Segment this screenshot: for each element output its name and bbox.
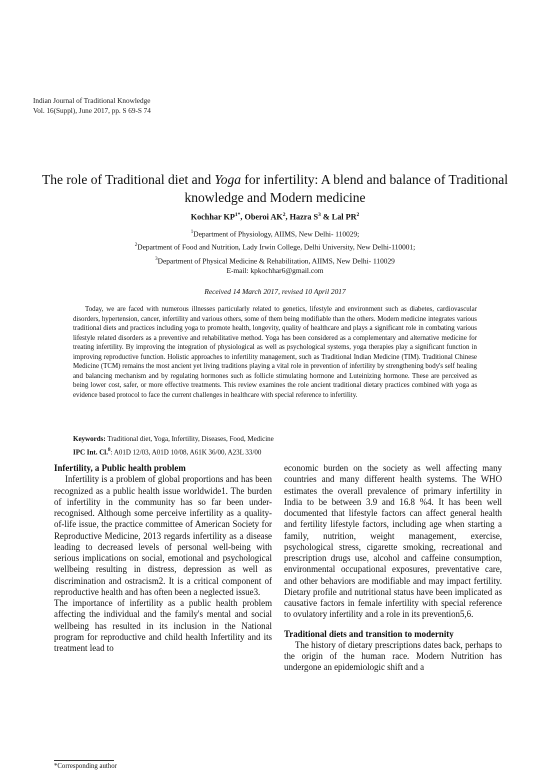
affiliation-line: [40, 254, 510, 267]
keywords-label: Keywords:: [73, 435, 106, 443]
affiliation-number: 2: [134, 243, 138, 249]
footnote: *Corresponding author: [54, 763, 117, 770]
title-part2: for infertility: A blend and balance of Traditional knowledge and Modern medicine: [184, 172, 508, 205]
author-name: Oberoi AK: [244, 212, 283, 222]
left-column: [54, 463, 272, 654]
title-italic: Yoga: [214, 172, 242, 187]
section2-paragraph-1: The history of dietary prescriptions dates back, perhaps to the origin of the human race. Modern Nutrition has undergone an epidemiologic shift and a: [284, 639, 502, 673]
journal-name: Indian Journal of Traditional Knowledge: [33, 97, 151, 105]
author-list: Kochhar $KP^{1*}$, Oberoi $AK^2$, Hazra $S^3$ & Lal $PR^2$: [190, 212, 360, 222]
affiliation-text: Department of Food and Nutrition, Lady Irwin College, Delhi University, New Delhi-110001;: [137, 242, 416, 252]
affiliations: [40, 227, 510, 267]
footnote-rule: [54, 760, 114, 761]
abstract: Today, we are faced with numerous illnesses particularly related to genetics, lifestyle and environment such as diabetes, cardiovascular disorders, hypertension, cancer, infertility and various others, some of them being modifiable than the others. Modern medicine integrates various traditional diets and practices including yoga to promote health, longevity, quality of healthcare and plays a significant role in combating various lifestyle related disorders as a preventive and rehabilitative method. Yoga has been considered as a complementary and alternative medicine for treating infertility. By improving the integration of physiological as well as psychological systems, yoga therapies play a significant function in improving reproductive function. Holistic approaches to infertility management, such as Traditional Indian Medicine (TIM). Traditional Chinese Medicine (TCM) remains the most ancient yet living traditions playing a vital role in prevention of infertility by strengthening body's self healing and balancing mechanism and by regulating hormones such as follicle stimulating hormone and Luteinizing hormone. These are perceived as being lower cost, safer, or more effective treatments. This review examines the role ancient traditional dietary practices combined with yoga as evidence based protocol to face the current challenges in healthcare with special reference to infertility.: [73, 306, 477, 399]
ipc-sup: 8: [108, 448, 111, 453]
author-affiliation-mark: 2: [282, 212, 286, 218]
ipc-label: IPC Int. Cl.: [73, 448, 109, 457]
section1-heading: Infertility, a Public health problem: [54, 463, 186, 473]
author-name: Kochhar KP: [190, 212, 235, 222]
journal-volume: Vol. 16(Suppl), June 2017, pp. S 69-S 74: [33, 106, 151, 115]
affiliation-text: Department of Physical Medicine & Rehabilitation, AIIMS, New Delhi- 110029: [157, 256, 395, 265]
author-affiliation-mark: 1*: [234, 212, 241, 218]
author-affiliation-mark: 2: [356, 212, 360, 218]
received-dates: Received 14 March 2017, revised 10 April 2017: [204, 287, 346, 296]
keywords-line: [73, 434, 477, 444]
affiliation-number: 1: [190, 230, 194, 235]
affiliation-line: [40, 227, 510, 240]
title-part1: The role of Traditional diet and: [42, 172, 215, 187]
ipc-codes: : A01D 12/03, A01D 10/08, A61K 36/00, A23L 33/00: [110, 448, 262, 457]
affiliation-line: [40, 240, 510, 253]
affiliation-text: Department of Physiology, AIIMS, New Delhi- 110029;: [193, 229, 360, 239]
section1-paragraph-2: The importance of infertility as a public health problem affecting the individual and the family's mental and social wellbeing has resulted in its inclusion in the National program for reproductive and child health Infertility and its treatment lead to: [54, 598, 272, 653]
author-name: Hazra S: [289, 212, 319, 222]
author-name: Lal PR: [331, 212, 357, 222]
article-title: [40, 171, 510, 206]
author-affiliation-mark: 3: [318, 212, 321, 218]
ipc-line: [73, 446, 477, 457]
keywords-text: Traditional diet, Yoga, Infertility, Diseases, Food, Medicine: [107, 435, 274, 443]
affiliation-number: 3: [155, 256, 158, 262]
right-paragraph-1: economic burden on the society as well affecting many countries and many different health systems. The WHO estimates the overall prevalence of primary infertility in India to be between 3.9 and 16.8 %4. It has been well documented that lifestyle factors can affect general health and fertility lifestyle factors, including age when starting a family, nutrition, weight management, exercise, psychological stress, cigarette smoking, recreational and prescription drugs use, alcohol and caffeine consumption, environmental occupational exposures, preventative care, and other behaviors are modifiable and may impact fertility. Dietary profile and nutritional status have been implicated as causative factors in female infertility with special reference to ovulatory infertility and a role in its prevention5,6.: [284, 463, 502, 620]
section1-paragraph-1: Infertility is a problem of global proportions and has been recognized as a public health issue worldwide1. The burden of infertility in the community has so far been under-recognised. Although some perceive infertility as a quality-of-life issue, the practice committee of American Society for Reproductive Medicine, 2013 regards infertility as a disease leading to decreased levels of personal well-being with serious implications on social, emotional and psychological wellbeing resulting in distress, depression as well as discrimination and ostracism2. It is a critical component of reproductive health and has often been a neglected issue3.: [54, 474, 272, 597]
right-column: [284, 463, 502, 674]
section2-heading: Traditional diets and transition to modernity: [284, 628, 454, 639]
journal-header: [33, 97, 151, 116]
contact-email: E-mail: kpkochhar6@gmail.com: [226, 266, 324, 275]
